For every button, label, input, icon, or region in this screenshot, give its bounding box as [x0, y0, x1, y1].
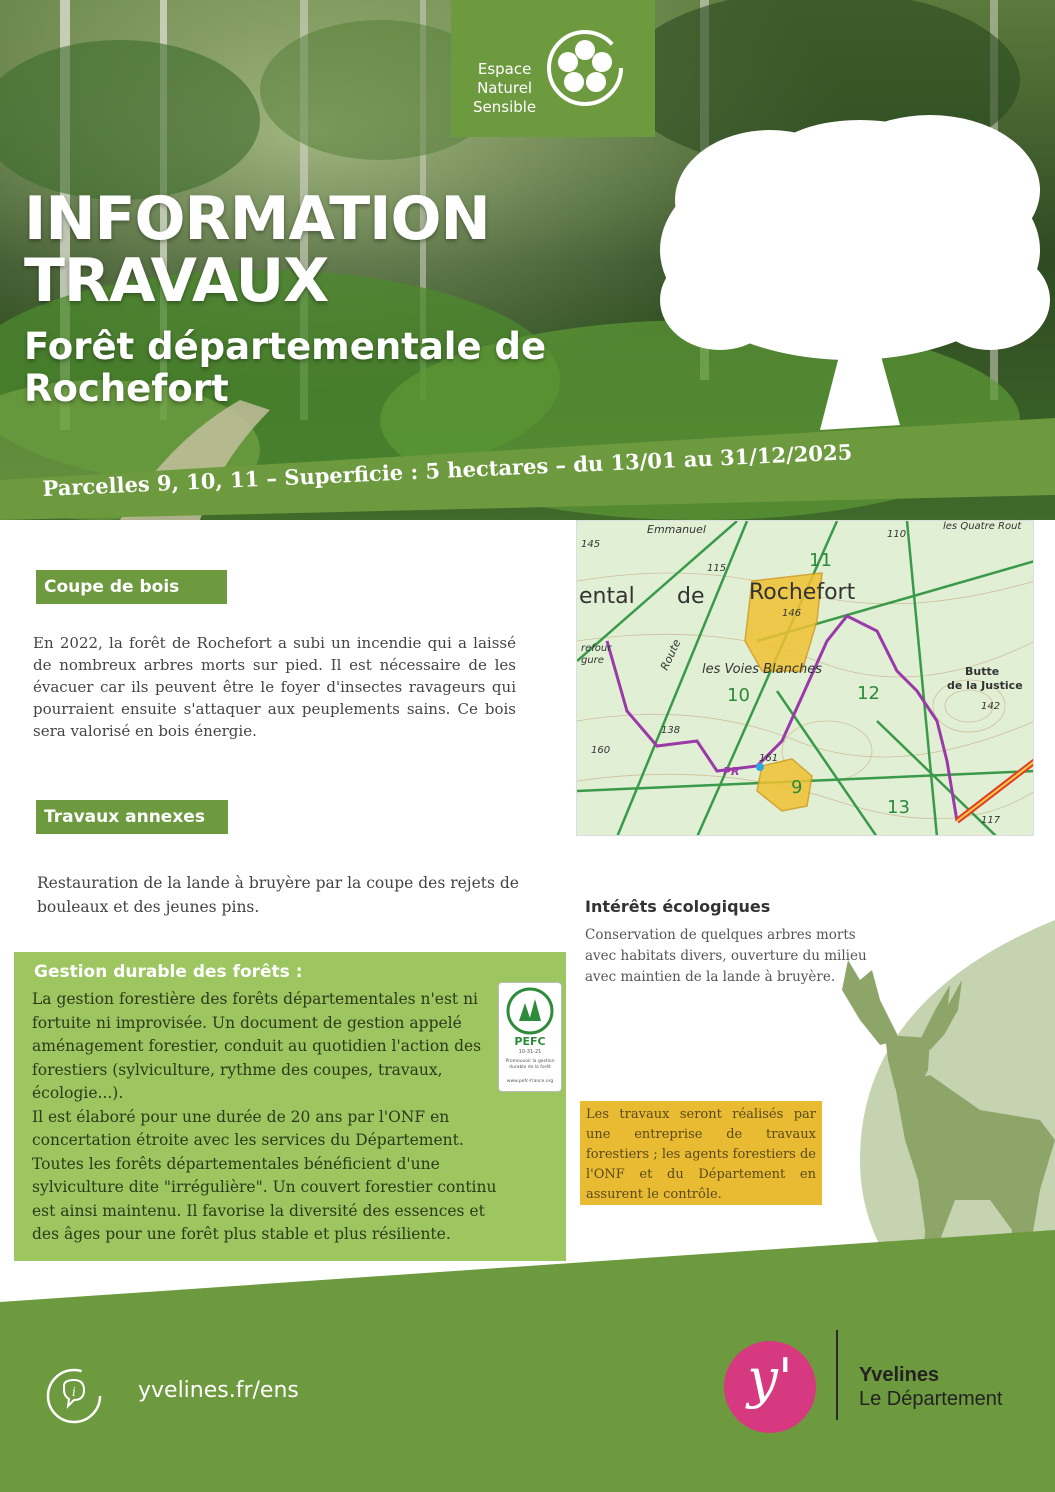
map-label: 145: [581, 539, 601, 550]
info-icon: [46, 1368, 102, 1424]
brand-subtitle: Le Département: [859, 1388, 1003, 1410]
notice-box: Les travaux seront réalisés par une entreprise de travaux forestiers ; les agents forestiers de l'ONF et du Département en assurent le contrôle.: [580, 1101, 822, 1205]
map-label: les Quatre Rout: [943, 521, 1022, 532]
title-line2: TRAVAUX: [24, 246, 329, 316]
map-label: 138: [661, 725, 681, 736]
parcel-map: [576, 520, 1034, 836]
pefc-url: www.pefc-france.org: [506, 1079, 554, 1084]
pefc-tagline: [499, 1059, 561, 1071]
ens-logo-line1: Espace: [477, 60, 532, 78]
pefc-code: 10-31-21: [518, 1049, 542, 1055]
svg-text:i: i: [72, 1385, 76, 1399]
page-title: [24, 184, 490, 316]
subtitle-line1: Forêt départementale de: [24, 325, 547, 368]
brand-name: Yvelines: [859, 1364, 940, 1386]
map-label: de: [677, 584, 705, 609]
ens-logo: [451, 0, 655, 137]
coupe-label: Coupe de bois: [36, 570, 227, 604]
title-line1: INFORMATION: [24, 184, 490, 254]
gestion-box: [14, 952, 566, 1261]
pefc-name: PEFC: [514, 1035, 546, 1048]
map-label: Emmanuel: [647, 523, 706, 536]
map-label: Rochefort: [749, 580, 856, 605]
interets-title: Intérêts écologiques: [585, 897, 771, 916]
map-label: gure: [581, 655, 604, 666]
pefc-tree-icon: [499, 983, 561, 1043]
map-label: 11: [809, 550, 832, 571]
map-label: refour: [581, 643, 612, 654]
parcels-band: Parcelles 9, 10, 11 – Superficie : 5 hectares – du 13/01 au 31/12/2025: [42, 439, 853, 501]
footer-link[interactable]: yvelines.fr/ens: [138, 1378, 299, 1403]
map-label: 10: [727, 685, 750, 706]
flower-icon: [545, 28, 625, 108]
pefc-tagline-1: Promouvoir la gestion: [505, 1059, 555, 1064]
footer-band: [0, 1230, 1055, 1492]
yvelines-logo: [724, 1341, 816, 1433]
map-label: 161: [759, 753, 779, 764]
gestion-title: Gestion durable des forêts :: [34, 962, 303, 982]
subtitle-line2: Rochefort: [24, 367, 229, 410]
pefc-logo: [498, 982, 562, 1092]
ens-logo-line3: Sensible: [473, 98, 537, 116]
page-subtitle: [24, 326, 546, 410]
footer-divider: [836, 1330, 838, 1420]
map-label: 9: [791, 777, 803, 798]
gestion-text: La gestion forestière des forêts départementales n'est ni fortuite ni improvisée. Un document de gestion appelé aménagement forestier, conduit au quotidien l'action des forestiers (sylviculture, rythme des coupes, travaux, écologie...). Il est élaboré pour une durée de 20 ans par l'ONF en concertation étroite avec les services du Département. Toutes les forêts départementales bénéficient d'une sylviculture dite "irrégulière". Un couvert forestier continu est ainsi maintenu. Il favorise la diversité des essences et des âges pour une forêt plus stable et plus résiliente.: [32, 990, 497, 1243]
map-label: PR: [723, 765, 740, 778]
coupe-text: En 2022, la forêt de Rochefort a subi un incendie qui a laissé de nombreux arbres morts sur pied. Il est nécessaire de les évacuer car ils peuvent être le foyer d'insectes ravageurs qui pourraient ensuite s'attaquer aux peuplements sains. Ce bois sera valorisé en bois énergie.: [33, 634, 516, 740]
map-label: 146: [782, 608, 802, 619]
map-label: 117: [981, 815, 1001, 826]
map-label: 13: [887, 797, 910, 818]
map-label: 115: [707, 563, 727, 574]
pefc-tagline-2: durable de la forêt: [509, 1065, 551, 1070]
map-label: 142: [981, 701, 1001, 712]
map-label: de la Justice: [947, 679, 1023, 692]
annexes-label: Travaux annexes: [36, 800, 228, 834]
map-label: 160: [591, 745, 611, 756]
map-label: 110: [887, 529, 907, 540]
ens-logo-text: [473, 60, 536, 117]
map-label: 12: [857, 683, 880, 704]
ens-logo-line2: Naturel: [477, 79, 533, 97]
map-label: ental: [579, 584, 635, 609]
interets-text: Conservation de quelques arbres morts avec habitats divers, ouverture du milieu avec maintien de la lande à bruyère.: [585, 927, 867, 985]
map-label: Butte: [965, 665, 1000, 678]
annexes-text: Restauration de la lande à bruyère par la coupe des rejets de bouleaux et des jeunes pins.: [37, 874, 519, 916]
map-label: Route: [657, 637, 684, 673]
yvelines-mark: y': [747, 1347, 793, 1410]
map-label: les Voies Blanches: [702, 662, 823, 677]
map-graphic: [577, 521, 1034, 836]
